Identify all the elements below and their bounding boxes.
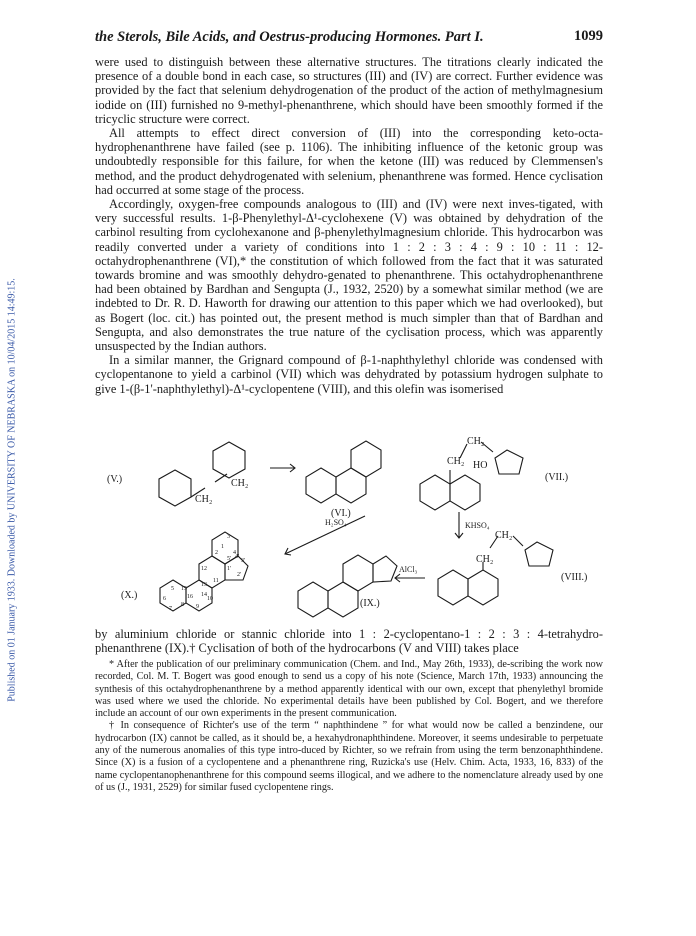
label-x: (X.) bbox=[121, 590, 138, 601]
page-header bbox=[95, 28, 603, 48]
ring-number: 1' bbox=[227, 566, 232, 572]
group-ch2-v2: CH₂ bbox=[231, 478, 249, 489]
group-ch2-viii1: CH₂ bbox=[495, 530, 513, 541]
naphthalene-vii-a bbox=[420, 475, 450, 510]
ring-number: 9 bbox=[196, 604, 199, 610]
download-watermark-text: Published on 01 January 1933. Downloaded by UNIVERSITY OF NEBRASKA on 10/04/2015 14:49:15. bbox=[6, 278, 18, 702]
label-vii: (VII.) bbox=[545, 472, 569, 483]
ring-number: 4' bbox=[235, 554, 240, 560]
ring-number: 1 bbox=[221, 544, 224, 550]
ring-number: 7 bbox=[169, 606, 172, 612]
benzene-ring-v bbox=[159, 470, 191, 506]
cyclopentane-vii bbox=[495, 450, 523, 474]
download-watermark bbox=[5, 110, 19, 870]
ring-number: 12 bbox=[201, 566, 207, 572]
naphthalene-viii-a bbox=[438, 570, 468, 605]
reagent-h2so4: H₂SO₄ bbox=[325, 518, 347, 527]
group-ch2-vii2: CH₂ bbox=[447, 456, 465, 467]
paragraph-5: by aluminium chloride or stannic chloride into 1 : 2-cyclopentano-1 : 2 : 3 : 4-tetrahydro-phenanthrene (IX).† Cyclisation of both of the hydrocarbons (V and VIII) takes place bbox=[95, 627, 603, 656]
naphthalene-viii-b bbox=[468, 570, 498, 605]
reagent-khso4: KHSO₄ bbox=[465, 521, 490, 530]
ring-number: 4 bbox=[233, 550, 236, 556]
ring-number: 13 bbox=[201, 582, 207, 588]
footnote-2: † In consequence of Richter's use of the term “ naphthindene ” for what would now be called a benzindene, our hydrocarbon (IX) cannot be called, as it should be, a hexahydronaphthindene. Moreover, it seems undesirable to perpetuate any of the numerous anomalies of this type intro-duced by Richter, so we refrain from using the term benzonaphthindene. Since (X) is a fusion of a cyclopentene and a phenanthrene ring, Ruzicka's use (Helv. Chim. Acta, 1933, 16, 833) of the name cyclopentanophenanthrene for this compound seems illogical, and we adhere to the nomenclature already used by one of us (J., 1931, 2529) for similar fused cyclopentene rings. bbox=[95, 720, 603, 793]
page-number: 1099 bbox=[574, 28, 603, 44]
ring-vi-a bbox=[306, 468, 336, 503]
cyclohexene-ring-v bbox=[213, 442, 245, 478]
ring-number: 15 bbox=[181, 586, 187, 592]
ring-number: 16 bbox=[187, 594, 193, 600]
paragraph-2: All attempts to effect direct conversion of (III) into the corresponding keto-octa-hydrophenanthrene have failed (see p. 1106). The inhibiting influence of the ketonic group was undoubtedly responsible for this failure, for when the ketone (III) was reduced by Clemmensen's method, and the product dehydrogenated with selenium, phenanthrene was formed. Hence cyclisation had occurred at some stage of the process. bbox=[95, 126, 603, 197]
paragraph-1: were used to distinguish between these alternative structures. The titrations clearly indicated the presence of a double bond in each case, so structures (III) and (IV) are correct. Further evidence was provided by the fact that selenium dehydrogenation of the product of the action of methylmagnesium iodide on (III) furnished no 9-methyl-phenanthrene, which should have been smoothly formed if the tricyclic structure were correct. bbox=[95, 55, 603, 126]
reaction-scheme bbox=[95, 430, 603, 625]
paragraph-4: In a similar manner, the Grignard compound of β-1-naphthylethyl chloride was condensed with cyclopentanone to yield a carbinol (VII) which was dehydrated by potassium hydrogen sulphate to give 1-(β-1'-naphthylethyl)-Δ¹-cyclopentene (VIII), and this olefin was isomerised bbox=[95, 353, 603, 396]
body-text-continued bbox=[95, 627, 603, 655]
label-ix: (IX.) bbox=[360, 598, 380, 609]
ring-number: 2' bbox=[237, 572, 242, 578]
label-viii: (VIII.) bbox=[561, 572, 588, 583]
ring-number: 2 bbox=[215, 550, 218, 556]
ring-ix-c bbox=[343, 555, 373, 591]
group-ch2-vii1: CH₂ bbox=[467, 436, 485, 447]
ring-number: 10 bbox=[207, 596, 213, 602]
ring-number: 8 bbox=[181, 602, 184, 608]
naphthalene-vii-b bbox=[450, 475, 480, 510]
ring-ix-a bbox=[298, 582, 328, 617]
ring-vi-c bbox=[351, 441, 381, 477]
ring-number: 5' bbox=[227, 556, 232, 562]
ring-ix-b bbox=[328, 582, 358, 617]
cyclopentene-viii bbox=[525, 542, 553, 566]
ring-number: 3' bbox=[241, 558, 246, 564]
label-v: (V.) bbox=[107, 474, 123, 485]
footnote-1: * After the publication of our preliminary communication (Chem. and Ind., May 26th, 1933), de-scribing the work now recorded, Col. M. T. Bogert was good enough to send us a copy of his note (Science, March 17th, 1933) announcing the synthesis of this octahydrophenanthrene by a method apparently identical with our own, except that phenylethyl bromide was used where we used the chloride. No experimental details have been published by Col. Bogert, and we therefore include an account of our own experiments in the present communication. bbox=[95, 659, 603, 720]
footnotes bbox=[95, 659, 603, 794]
ring-vi-b bbox=[336, 468, 366, 503]
paragraph-3: Accordingly, oxygen-free compounds analogous to (III) and (IV) were next inves-tigated, with very successful results. 1-β-Phenylethyl-Δ¹-cyclohexene (V) was obtained by dehydration of the carbinol resulting from cyclohexanone and β-phenylethylmagnesium chloride. This hydrocarbon was readily converted under a variety of conditions into 1 : 2 : 3 : 4 : 9 : 10 : 11 : 12-octahydrophenanthrene (VI),* the constitution of which followed from the fact that it was saturated towards bromine and was smoothly dehydro-genated to phenanthrene. This octahydrophenanthrene had been obtained by Bardhan and Sengupta (J., 1932, 2520) by a somewhat similar method (we are indebted to Dr. R. D. Haworth for drawing our attention to this paper which we had overlooked), but as Bogert (loc. cit.) has pointed out, the present method is much simpler than that of Bardhan and Sengupta, and also demonstrates the true nature of the cyclisation process, which was apparently unsuspected by the Indian authors. bbox=[95, 197, 603, 354]
group-ch2-viii2: CH₂ bbox=[476, 554, 494, 565]
ring-number: 14 bbox=[201, 592, 207, 598]
reagent-alcl3: AlCl₃ bbox=[399, 565, 418, 574]
ring-number: 11 bbox=[213, 578, 219, 584]
ring-number: 5 bbox=[171, 586, 174, 592]
ring-number: 6 bbox=[163, 596, 166, 602]
group-ho-vii: HO bbox=[473, 460, 488, 471]
body-text bbox=[95, 55, 603, 396]
running-title: the Sterols, Bile Acids, and Oestrus-producing Hormones. Part I. bbox=[95, 29, 484, 45]
ring-ix-d bbox=[373, 556, 397, 582]
ring-number: 3 bbox=[227, 534, 230, 540]
group-ch2-v1: CH₂ bbox=[195, 494, 213, 505]
label-vi: (VI.) bbox=[331, 508, 351, 519]
